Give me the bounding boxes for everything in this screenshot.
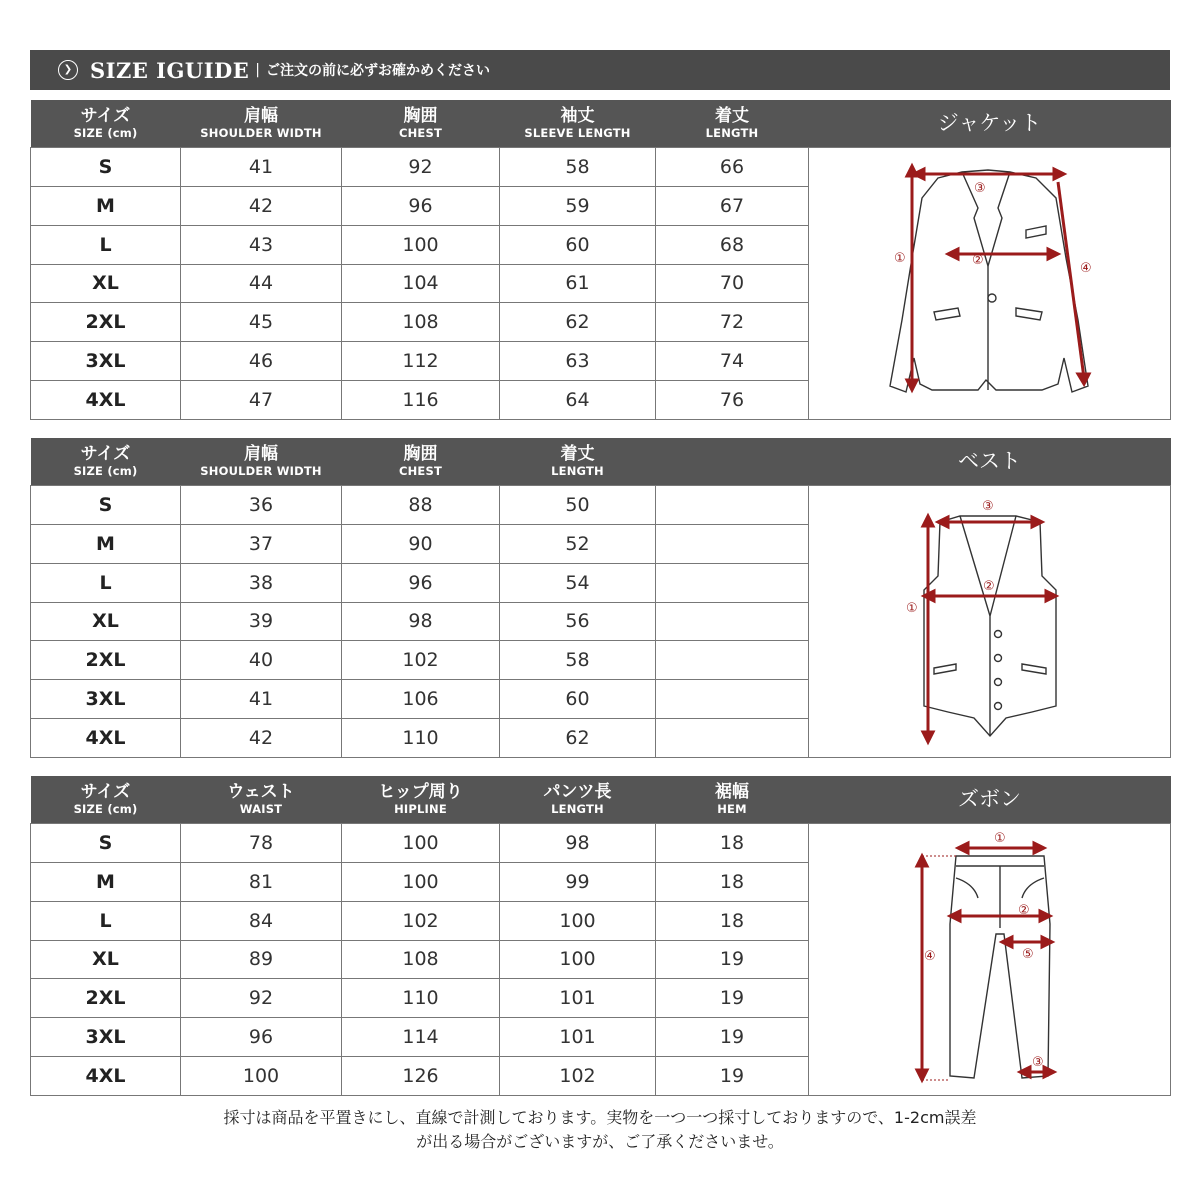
value-cell: 62 [500,303,656,342]
measurement-note [0,1106,1200,1154]
marker-4: ④ [1079,261,1092,276]
note-line-2: が出る場合がございますが、ご了承くださいませ。 [416,1132,784,1151]
size-cell: 4XL [31,381,181,420]
header-sleeve: 袖丈 SLEEVE LENGTH [500,100,656,148]
pants-label: ズボン [809,776,1171,824]
marker-4: ④ [923,949,936,964]
value-cell: 70 [656,264,809,303]
value-cell: 18 [656,862,809,901]
jacket-size-table [30,100,1171,420]
value-cell: 76 [656,381,809,420]
value-cell: 46 [181,342,342,381]
size-cell: M [31,186,181,225]
table-row [31,824,1171,863]
marker-1: ① [893,251,906,266]
value-cell: 92 [342,148,500,187]
header-shoulder: 肩幅 SHOULDER WIDTH [181,100,342,148]
value-cell: 114 [342,1018,500,1057]
header-length: 着丈 LENGTH [500,438,656,486]
empty-cell [656,641,809,680]
value-cell: 106 [342,680,500,719]
value-cell: 116 [342,381,500,420]
empty-cell [656,524,809,563]
value-cell: 67 [656,186,809,225]
value-cell: 92 [181,979,342,1018]
table-row [31,486,1171,525]
banner-subtitle: ご注文の前に必ずお確かめください [265,63,490,79]
value-cell: 96 [342,563,500,602]
value-cell: 59 [500,186,656,225]
value-cell: 41 [181,148,342,187]
value-cell: 61 [500,264,656,303]
table-header-row [31,100,1171,148]
value-cell: 96 [342,186,500,225]
table-header-row [31,776,1171,824]
value-cell: 50 [500,486,656,525]
value-cell: 100 [181,1057,342,1096]
value-cell: 88 [342,486,500,525]
value-cell: 56 [500,602,656,641]
value-cell: 90 [342,524,500,563]
value-cell: 126 [342,1057,500,1096]
vest-diagram [810,486,1170,752]
jacket-diagram-cell [809,148,1171,420]
jacket-label: ジャケット [809,100,1171,148]
empty-cell [656,486,809,525]
value-cell: 102 [342,901,500,940]
header-size: サイズ SIZE (cm) [31,100,181,148]
size-cell: XL [31,264,181,303]
value-cell: 99 [500,862,656,901]
banner-separator: | [255,62,260,78]
banner-title: SIZE IGUIDE [90,57,250,83]
size-cell: L [31,901,181,940]
value-cell: 41 [181,680,342,719]
size-cell: 3XL [31,680,181,719]
header-hem: 裾幅 HEM [656,776,809,824]
header-size: サイズ SIZE (cm) [31,438,181,486]
marker-3: ③ [973,181,986,196]
empty-cell [656,680,809,719]
value-cell: 54 [500,563,656,602]
value-cell: 98 [342,602,500,641]
size-cell: 4XL [31,1057,181,1096]
value-cell: 100 [342,225,500,264]
value-cell: 42 [181,186,342,225]
value-cell: 58 [500,641,656,680]
header-shoulder: 肩幅 SHOULDER WIDTH [181,438,342,486]
value-cell: 19 [656,1018,809,1057]
value-cell: 42 [181,719,342,758]
size-cell: 3XL [31,342,181,381]
size-cell: 2XL [31,979,181,1018]
value-cell: 110 [342,719,500,758]
value-cell: 101 [500,979,656,1018]
chevron-right-circle-icon: ❯ [58,60,78,80]
value-cell: 98 [500,824,656,863]
header-chest: 胸囲 CHEST [342,100,500,148]
value-cell: 62 [500,719,656,758]
value-cell: 58 [500,148,656,187]
size-cell: 4XL [31,719,181,758]
header-size: サイズ SIZE (cm) [31,776,181,824]
value-cell: 40 [181,641,342,680]
header-chest: 胸囲 CHEST [342,438,500,486]
size-cell: M [31,524,181,563]
value-cell: 44 [181,264,342,303]
value-cell: 96 [181,1018,342,1057]
header-empty [656,438,809,486]
pants-size-table [30,776,1171,1096]
value-cell: 100 [342,862,500,901]
value-cell: 72 [656,303,809,342]
marker-5: ⑤ [1021,947,1034,962]
value-cell: 64 [500,381,656,420]
value-cell: 101 [500,1018,656,1057]
size-cell: 2XL [31,641,181,680]
value-cell: 74 [656,342,809,381]
value-cell: 78 [181,824,342,863]
value-cell: 39 [181,602,342,641]
value-cell: 36 [181,486,342,525]
note-line-1: 採寸は商品を平置きにし、直線で計測しております。実物を一つ一つ採寸しておりますので、1-2cm誤差 [223,1108,977,1127]
value-cell: 37 [181,524,342,563]
size-cell: L [31,563,181,602]
value-cell: 108 [342,940,500,979]
table-header-row [31,438,1171,486]
value-cell: 100 [500,940,656,979]
value-cell: 60 [500,680,656,719]
size-cell: S [31,824,181,863]
value-cell: 100 [342,824,500,863]
size-cell: XL [31,940,181,979]
value-cell: 102 [342,641,500,680]
table-row [31,148,1171,187]
vest-size-table [30,438,1171,758]
size-cell: 2XL [31,303,181,342]
value-cell: 66 [656,148,809,187]
value-cell: 52 [500,524,656,563]
size-cell: 3XL [31,1018,181,1057]
value-cell: 60 [500,225,656,264]
header-waist: ウェスト WAIST [181,776,342,824]
pants-diagram-cell [809,824,1171,1096]
jacket-diagram [810,148,1170,414]
value-cell: 19 [656,940,809,979]
value-cell: 102 [500,1057,656,1096]
marker-1: ① [993,831,1006,846]
value-cell: 63 [500,342,656,381]
marker-3: ③ [1031,1055,1044,1070]
value-cell: 68 [656,225,809,264]
value-cell: 110 [342,979,500,1018]
vest-diagram-cell [809,486,1171,758]
size-cell: XL [31,602,181,641]
value-cell: 38 [181,563,342,602]
value-cell: 108 [342,303,500,342]
header-length: パンツ長 LENGTH [500,776,656,824]
marker-2: ② [1017,903,1030,918]
empty-cell [656,563,809,602]
size-cell: M [31,862,181,901]
value-cell: 100 [500,901,656,940]
value-cell: 84 [181,901,342,940]
value-cell: 18 [656,824,809,863]
value-cell: 19 [656,1057,809,1096]
value-cell: 81 [181,862,342,901]
value-cell: 43 [181,225,342,264]
value-cell: 89 [181,940,342,979]
size-cell: S [31,486,181,525]
header-hipline: ヒップ周り HIPLINE [342,776,500,824]
header-length: 着丈 LENGTH [656,100,809,148]
vest-label: ベスト [809,438,1171,486]
size-guide-banner [30,50,1170,90]
marker-2: ② [982,579,995,594]
value-cell: 112 [342,342,500,381]
size-cell: L [31,225,181,264]
value-cell: 47 [181,381,342,420]
value-cell: 45 [181,303,342,342]
pants-diagram [810,824,1170,1090]
marker-1: ① [905,601,918,616]
empty-cell [656,602,809,641]
value-cell: 104 [342,264,500,303]
empty-cell [656,719,809,758]
size-cell: S [31,148,181,187]
marker-3: ③ [981,499,994,514]
value-cell: 19 [656,979,809,1018]
marker-2: ② [971,253,984,268]
value-cell: 18 [656,901,809,940]
